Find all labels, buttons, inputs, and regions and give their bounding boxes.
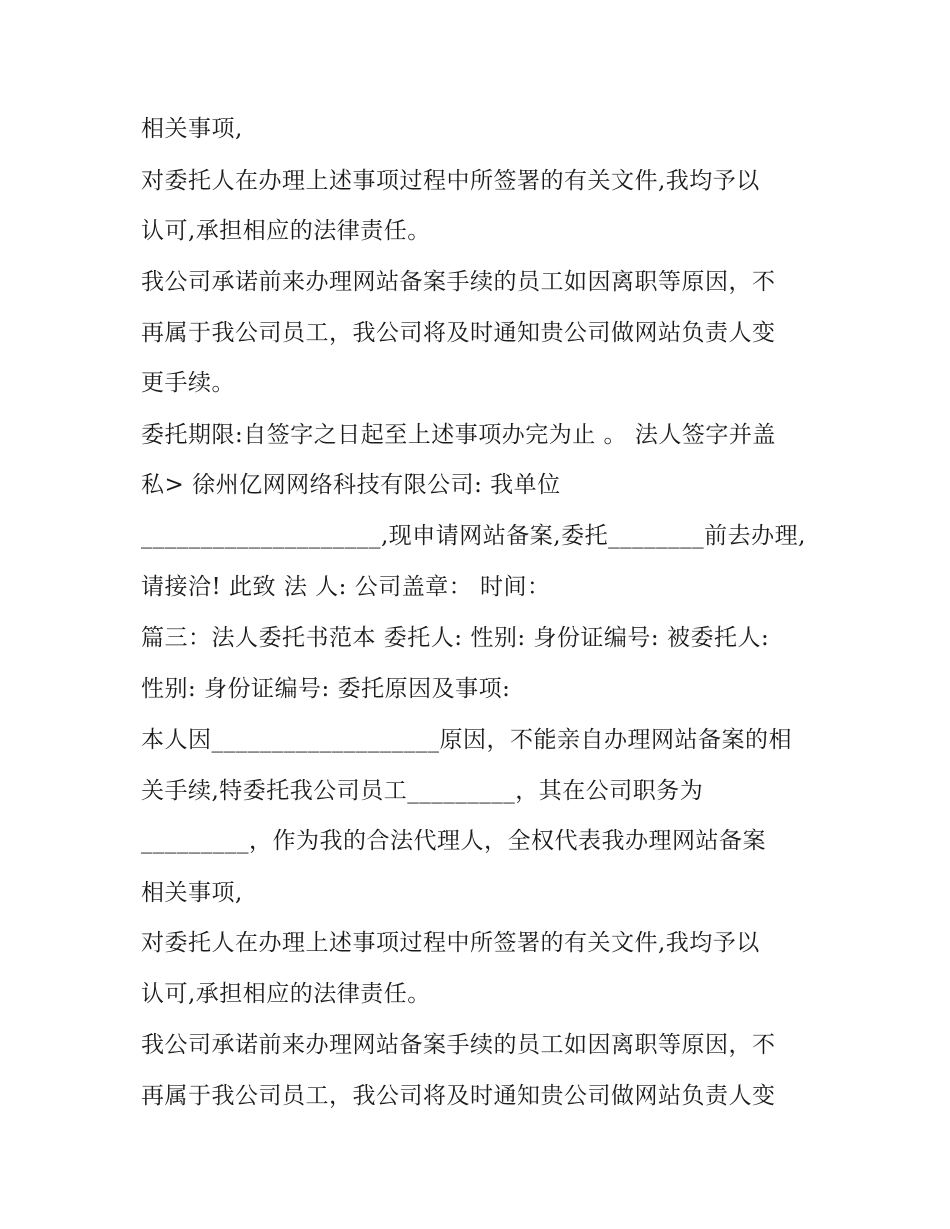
paragraph-line: 委托期限:自签字之日起至上述事项办完为止 。 法人签字并盖 [141, 422, 776, 448]
paragraph-line: 请接洽! 此致 法 人: 公司盖章： 时间： [141, 574, 551, 600]
paragraph-line: 对委托人在办理上述事项过程中所签署的有关文件,我均予以 [141, 168, 760, 194]
paragraph-line: 关手续,特委托我公司员工_________，其在公司职务为 [141, 778, 704, 804]
paragraph-line: 再属于我公司员工，我公司将及时通知贵公司做网站负责人变 [141, 320, 776, 346]
paragraph-line: 更手续。 [141, 370, 235, 396]
paragraph-line: 相关事项, [141, 880, 243, 906]
paragraph-line: 篇三：法人委托书范本 委托人: 性别: 身份证编号: 被委托人: [141, 625, 770, 651]
paragraph-line: 私> 徐州亿网网络科技有限公司: 我单位 [141, 472, 561, 498]
paragraph-line: 我公司承诺前来办理网站备案手续的员工如因离职等原因，不 [141, 269, 776, 295]
paragraph-line: 认可,承担相应的法律责任。 [141, 981, 431, 1007]
paragraph-line: _________，作为我的合法代理人，全权代表我办理网站备案 [141, 828, 766, 854]
paragraph-line: 认可,承担相应的法律责任。 [141, 218, 431, 244]
paragraph-line: 相关事项, [141, 116, 243, 142]
paragraph-line: 对委托人在办理上述事项过程中所签署的有关文件,我均予以 [141, 930, 760, 956]
paragraph-line: 本人因___________________原因，不能亲自办理网站备案的相 [141, 727, 792, 753]
paragraph-line: 性别: 身份证编号: 委托原因及事项: [141, 676, 511, 702]
paragraph-line: 再属于我公司员工，我公司将及时通知贵公司做网站负责人变 [141, 1083, 776, 1109]
paragraph-line: ____________________,现申请网站备案,委托________前去办理, [141, 523, 806, 549]
paragraph-line: 我公司承诺前来办理网站备案手续的员工如因离职等原因，不 [141, 1032, 776, 1058]
